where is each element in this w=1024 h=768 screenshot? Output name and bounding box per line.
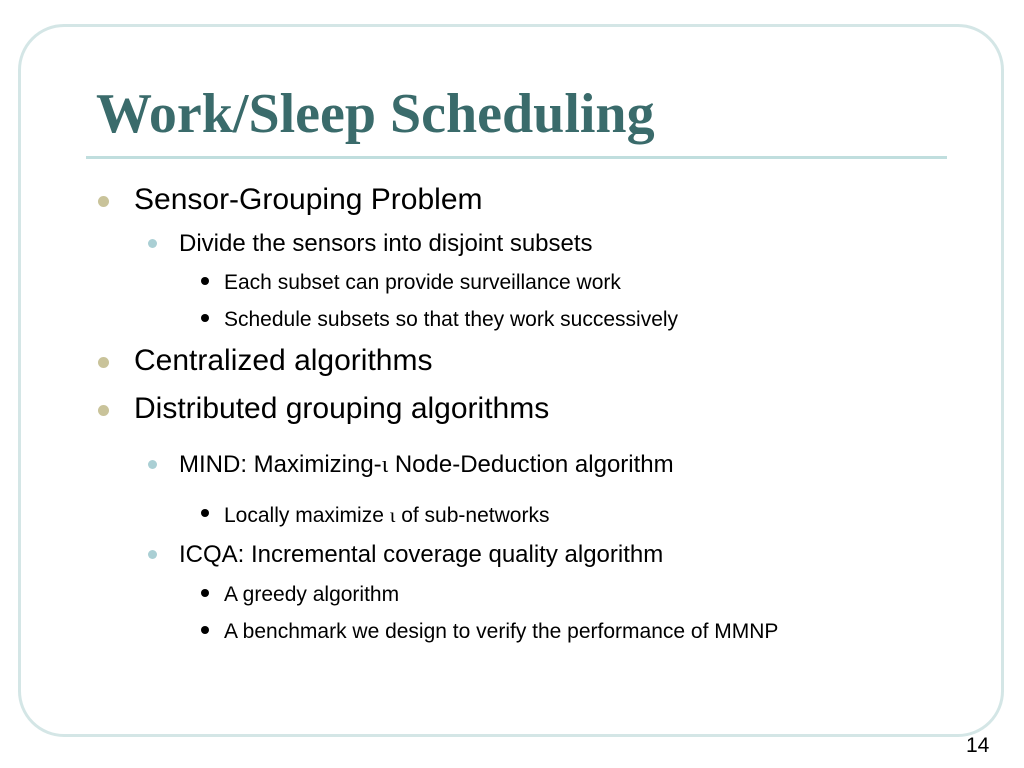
- bullet-distributed: [134, 391, 549, 427]
- bullet-text: Each subset can provide surveillance work: [224, 271, 621, 294]
- bullet-text: Centralized algorithms: [134, 344, 433, 377]
- slide-title: Work/Sleep Scheduling: [96, 83, 655, 145]
- bullet-dot-icon: [201, 277, 209, 285]
- bullet-dot-icon: [98, 405, 109, 416]
- bullet-icqa: [179, 540, 663, 570]
- iota-symbol: ι: [389, 503, 396, 527]
- bullet-mind: [179, 450, 674, 480]
- bullet-dot-icon: [201, 626, 209, 634]
- bullet-text: A benchmark we design to verify the performance of MMNP: [224, 620, 779, 643]
- bullet-text-prefix: MIND: Maximizing-: [179, 451, 382, 478]
- bullet-each-subset: [224, 270, 621, 296]
- bullet-text: Distributed grouping algorithms: [134, 392, 550, 425]
- bullet-dot-icon: [201, 314, 209, 322]
- bullet-dot-icon: [98, 357, 109, 368]
- bullet-text: Schedule subsets so that they work successively: [224, 308, 679, 331]
- bullet-dot-icon: [148, 460, 157, 469]
- page-number: 14: [966, 734, 990, 757]
- bullet-dot-icon: [201, 589, 209, 597]
- bullet-greedy: [224, 582, 399, 608]
- bullet-dot-icon: [148, 550, 157, 559]
- bullet-locally-maximize: [224, 502, 549, 529]
- bullet-text-suffix: of sub-networks: [395, 504, 550, 527]
- bullet-divide-sensors: [179, 229, 593, 259]
- bullet-text: ICQA: Incremental coverage quality algorithm: [179, 541, 664, 568]
- bullet-benchmark: [224, 619, 778, 645]
- bullet-sensor-grouping: [134, 182, 483, 218]
- bullet-dot-icon: [148, 239, 157, 248]
- bullet-text: Divide the sensors into disjoint subsets: [179, 230, 593, 257]
- bullet-schedule-subsets: [224, 307, 678, 333]
- bullet-text-prefix: Locally maximize: [224, 504, 390, 527]
- bullet-text-suffix: Node-Deduction algorithm: [388, 451, 674, 478]
- bullet-centralized: [134, 343, 432, 379]
- iota-symbol: ι: [381, 452, 389, 478]
- title-divider: [86, 156, 947, 159]
- bullet-dot-icon: [98, 196, 109, 207]
- bullet-text: Sensor-Grouping Problem: [134, 183, 483, 216]
- bullet-dot-icon: [201, 509, 209, 517]
- bullet-text: A greedy algorithm: [224, 583, 400, 606]
